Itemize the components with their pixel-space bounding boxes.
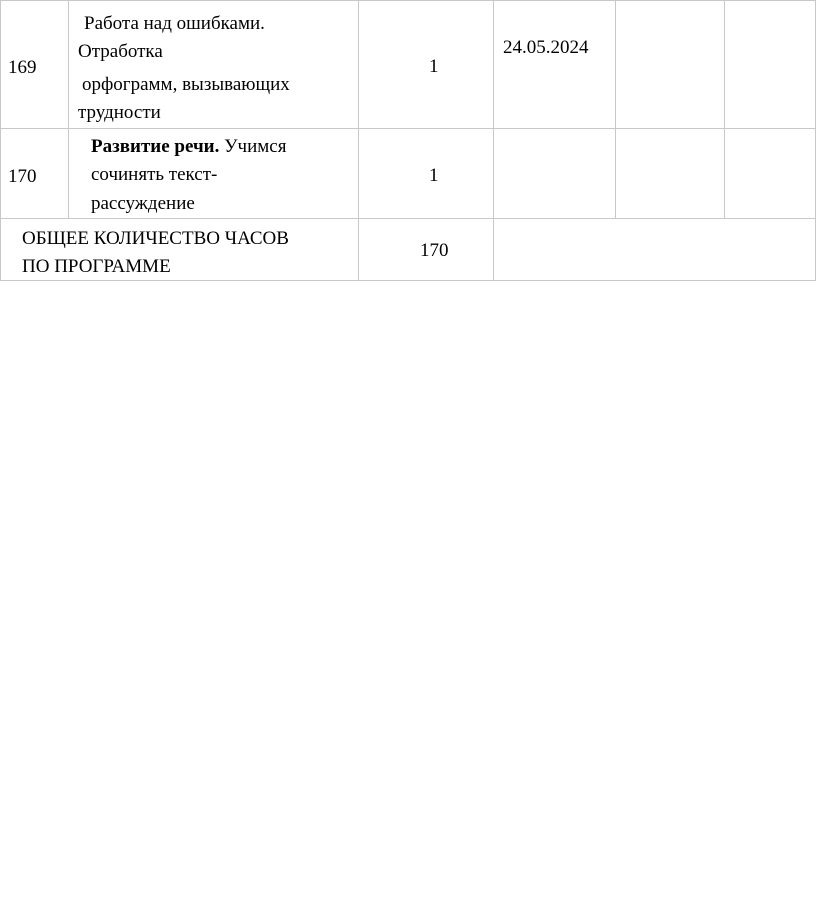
table-border	[358, 0, 359, 281]
table-border	[615, 0, 616, 218]
table-border	[493, 0, 494, 281]
topic-line: сочинять текст-	[91, 164, 218, 185]
hours-value: 1	[429, 165, 439, 186]
topic-line: Отработка	[78, 41, 163, 62]
topic-line: орфограмм, вызывающих	[82, 74, 290, 95]
total-hours-value: 170	[420, 240, 449, 261]
topic-line: трудности	[78, 102, 161, 123]
topic-heading: Развитие речи.	[91, 136, 220, 157]
topic-line: Работа над ошибками.	[84, 13, 265, 34]
row-number: 170	[8, 166, 37, 187]
table-border	[724, 0, 725, 218]
total-label-line: ОБЩЕЕ КОЛИЧЕСТВО ЧАСОВ	[22, 228, 289, 249]
date-value: 24.05.2024	[503, 37, 589, 58]
total-label-line: ПО ПРОГРАММЕ	[22, 256, 171, 277]
topic-text: Учимся	[219, 136, 287, 157]
topic-line: рассуждение	[91, 193, 195, 214]
table-border	[0, 128, 816, 129]
table-border	[0, 0, 1, 281]
topic-line	[91, 135, 286, 158]
table-border	[68, 0, 69, 218]
table-border	[0, 280, 816, 281]
row-number: 169	[8, 57, 37, 78]
hours-value: 1	[429, 56, 439, 77]
table-border	[0, 0, 816, 1]
table-border	[0, 218, 816, 219]
